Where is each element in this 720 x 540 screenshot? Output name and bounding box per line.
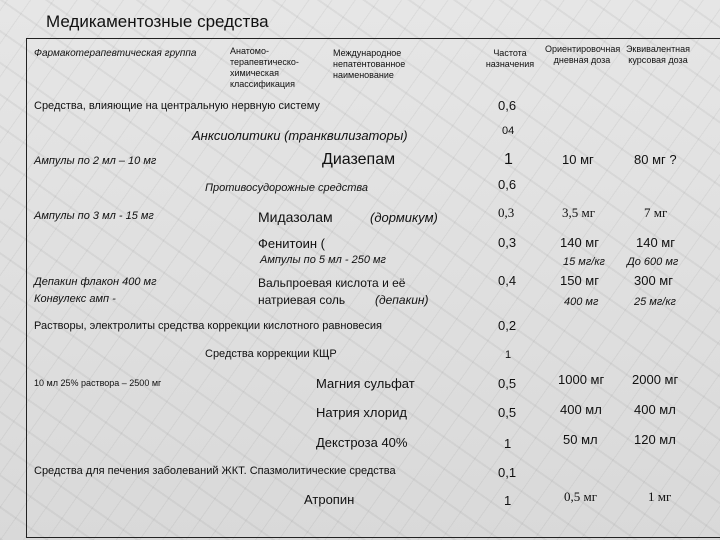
row-nacl-ekd: 400 мл (634, 402, 676, 417)
header-ddd: Ориентировочная дневная доза (545, 44, 621, 65)
row-gi-freq: 0,1 (498, 465, 517, 480)
header-inn: Международное непатентованное наименование (333, 48, 406, 80)
row-midazolam-form: Ампулы по 3 мл - 15 мг (34, 210, 154, 222)
row-anticonv-label: Противосудорожные средства (205, 182, 369, 194)
row-valproate-ddd2: 400 мг (564, 296, 599, 308)
row-midazolam-name: Мидазолам (258, 209, 333, 225)
row-nacl-ddd: 400 мл (560, 402, 602, 417)
row-magnesium-form: 10 мл 25% раствора – 2500 мг (34, 378, 162, 388)
row-valproate-brand: (депакин) (375, 293, 429, 307)
row-dextrose-ddd: 50 мл (563, 432, 598, 447)
page-title: Медикаментозные средства (46, 12, 269, 31)
header-group: Фармакотерапевтическая группа (34, 48, 197, 59)
row-diazepam-ddd: 10 мг (562, 152, 594, 167)
grid-line-top (26, 38, 720, 39)
row-phenytoin-name: Фенитоин ( (258, 236, 325, 251)
row-cns-freq: 0,6 (498, 98, 517, 113)
row-valproate-ekd2: 25 мг/кг (634, 296, 676, 308)
row-magnesium-name: Магния сульфат (316, 376, 415, 391)
row-atropine-ddd: 0,5 мг (564, 489, 598, 504)
row-anx-label: Анксиолитики (транквилизаторы) (192, 128, 408, 143)
row-phenytoin-ekd: 140 мг (636, 235, 675, 250)
row-cns-label: Средства, влияющие на центральную нервную систему (34, 100, 320, 112)
row-valproate-freq: 0,4 (498, 273, 517, 288)
row-diazepam-freq: 1 (504, 151, 513, 168)
row-midazolam-ddd: 3,5 мг (562, 205, 596, 220)
row-anx-freq: 04 (502, 125, 515, 137)
row-dextrose-ekd: 120 мл (634, 432, 676, 447)
row-atropine-name: Атропин (304, 492, 355, 507)
row-valproate-form2: Конвулекс амп - (34, 293, 116, 305)
grid-line-bottom (26, 537, 720, 538)
row-magnesium-freq: 0,5 (498, 376, 517, 391)
row-atropine-ekd: 1 мг (648, 489, 672, 504)
row-nacl-name: Натрия хлорид (316, 405, 407, 420)
row-diazepam-form: Ампулы по 2 мл – 10 мг (34, 155, 157, 167)
row-midazolam-freq: 0,3 (498, 205, 515, 220)
row-diazepam-name: Диазепам (322, 151, 396, 168)
row-nacl-freq: 0,5 (498, 405, 517, 420)
row-gi-label: Средства для печения заболеваний ЖКТ. Спазмолитические средства (34, 465, 396, 477)
row-valproate-form1: Депакин флакон 400 мг (34, 276, 157, 288)
row-dextrose-name: Декстроза 40% (316, 435, 408, 450)
header-freq: Частота назначения (485, 48, 535, 69)
row-kshr-label: Средства коррекции КЩР (205, 348, 337, 360)
row-dextrose-freq: 1 (504, 436, 512, 451)
header-atc: Анатомо-терапевтическо-химическая классификация (230, 46, 299, 89)
row-diazepam-ekd: 80 мг ? (634, 152, 677, 167)
row-midazolam-brand: (дормикум) (370, 210, 438, 225)
row-phenytoin-ekd2: До 600 мг (627, 256, 679, 268)
row-phenytoin-ddd2: 15 мг/кг (563, 256, 605, 268)
grid-line-left (26, 38, 27, 537)
row-kshr-freq: 1 (505, 349, 512, 361)
row-electrolytes-label: Растворы, электролиты средства коррекции кислотного равновесия (34, 320, 383, 332)
row-valproate-name2: натриевая соль (258, 293, 346, 307)
row-phenytoin-freq: 0,3 (498, 235, 517, 250)
row-magnesium-ddd: 1000 мг (558, 372, 605, 387)
row-valproate-ekd: 300 мг (634, 273, 673, 288)
row-anticonv-freq: 0,6 (498, 177, 517, 192)
row-atropine-freq: 1 (504, 493, 512, 508)
row-midazolam-ekd: 7 мг (644, 205, 668, 220)
row-phenytoin-ddd: 140 мг (560, 235, 599, 250)
row-phenytoin-note: Ампулы по 5 мл - 250 мг (260, 254, 386, 266)
row-electrolytes-freq: 0,2 (498, 318, 517, 333)
row-valproate-ddd: 150 мг (560, 273, 599, 288)
row-magnesium-ekd: 2000 мг (632, 372, 679, 387)
row-valproate-name1: Вальпроевая кислота и её (258, 276, 406, 290)
header-ekd: Эквивалентная курсовая доза (625, 44, 691, 65)
